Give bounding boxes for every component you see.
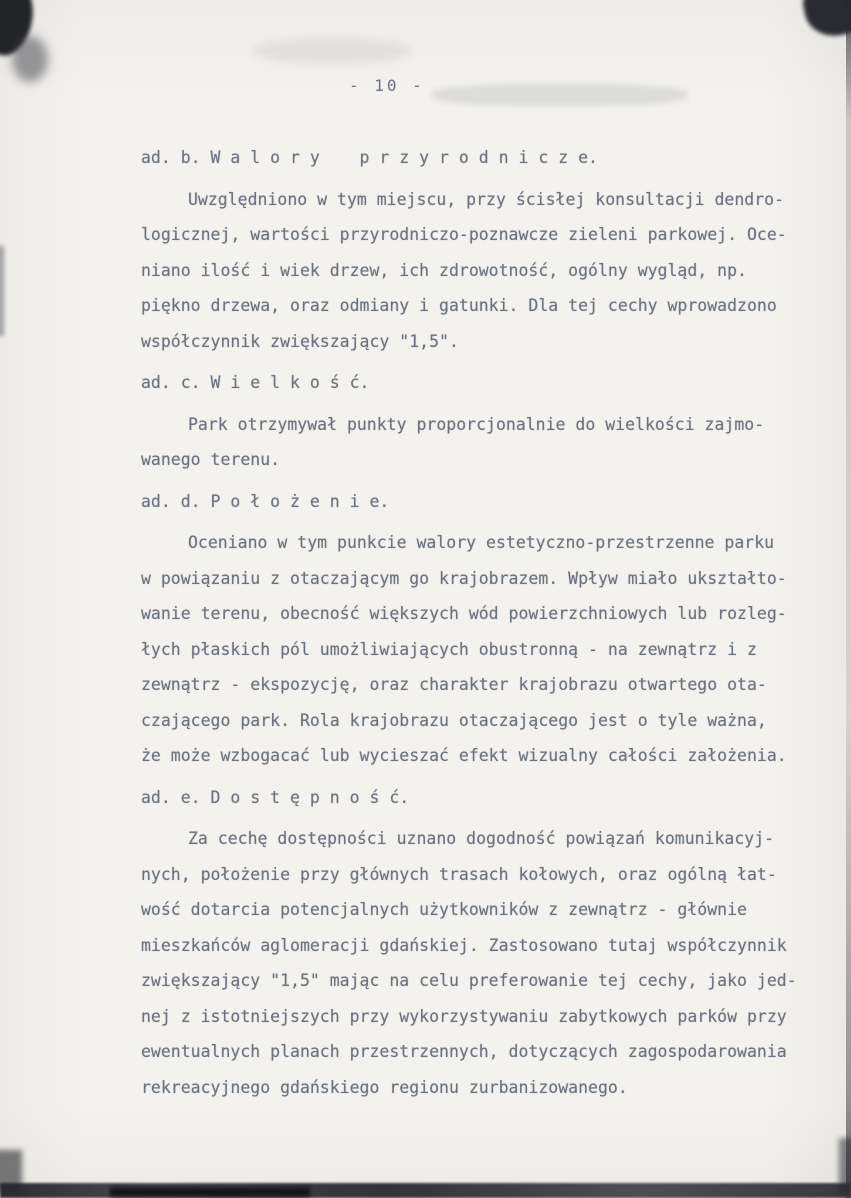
text-line: Park otrzymywał punkty proporcjonalnie do wielkości zajmo- <box>188 414 765 434</box>
text-line: logicznej, wartości przyrodniczo-poznawcze zieleni parkowej. Oce- <box>141 225 787 244</box>
scan-artifact-bottom-band-dark-patch <box>110 1187 310 1197</box>
scan-artifact-bottom-right <box>839 1138 851 1194</box>
text-line: współczynnik zwiększający "1,5". <box>141 331 459 351</box>
text-line: w powiązaniu z otaczającym go krajobrazem. Wpływ miało ukształto- <box>141 568 787 588</box>
text-line: ewentualnych planach przestrzennych, dotyczących zagospodarowania <box>141 1042 787 1061</box>
section-dostepnosc <box>141 774 823 1106</box>
text-line: rekreacyjnego gdańskiego regionu zurbanizowanego. <box>141 1077 628 1097</box>
document-body <box>141 134 823 1105</box>
text-line: zewnątrz - ekspozycję, oraz charakter krajobrazu otwartego ota- <box>141 675 767 694</box>
section-heading: ad. d. P o ł o ż e n i e. <box>141 491 390 511</box>
page-number: - 10 - <box>349 76 425 95</box>
scan-artifact-bottom-band <box>0 1183 851 1198</box>
text-line: nych, położenie przy głównych trasach kołowych, oraz ogólną łat- <box>141 864 777 884</box>
scan-artifact-top-left <box>0 0 40 60</box>
text-line: Za cechę dostępności uznano dogodność powiązań komunikacyj- <box>188 829 775 848</box>
text-line: wość dotarcia potencjalnych użytkowników z zewnątrz - głównie <box>141 900 747 919</box>
scan-artifact-top-left-smudge <box>12 36 48 82</box>
section-heading: ad. e. D o s t ę p n o ś ć. <box>141 787 410 807</box>
scan-smudge-beside-page-number <box>432 84 687 106</box>
text-line: Oceniano w tym punkcie walory estetyczno-przestrzenne parku <box>188 533 775 552</box>
text-line: piękno drzewa, oraz odmiany i gatunki. Dla tej cechy wprowadzono <box>141 296 777 315</box>
scan-smudge-top-center <box>252 38 412 64</box>
text-line: łych płaskich pól umożliwiających obustronną - na zewnątrz i z <box>141 639 757 659</box>
text-line: niano ilość i wiek drzew, ich zdrowotność, ogólny wygląd, np. <box>141 260 747 280</box>
text-line: że może wzbogacać lub wycieszać efekt wizualny całości założenia. <box>141 746 787 765</box>
text-line: czającego park. Rola krajobrazu otaczającego jest o tyle ważna, <box>141 710 767 730</box>
text-line: mieszkańców aglomeracji gdańskiej. Zastosowano tutaj współczynnik <box>141 935 787 955</box>
text-line: wanie terenu, obecność większych wód powierzchniowych lub rozleg- <box>141 604 787 623</box>
section-heading: ad. c. W i e l k o ś ć. <box>141 373 370 392</box>
scan-artifact-top-right <box>800 0 851 41</box>
scan-artifact-right-edge <box>846 0 851 1198</box>
text-line: zwiększający "1,5" mając na celu preferowanie tej cechy, jako jed- <box>141 971 797 990</box>
text-line: wanego terenu. <box>141 450 281 469</box>
scan-artifact-left-edge <box>0 246 4 336</box>
text-line: Uwzględniono w tym miejscu, przy ścisłej konsultacji dendro- <box>188 189 785 209</box>
section-heading: ad. b. W a l o r y p r z y r o d n i c z e. <box>141 148 598 167</box>
scan-artifact-bottom-left <box>0 1150 22 1192</box>
section-wielkosc <box>141 359 823 478</box>
section-walory-przyrodnicze <box>141 134 823 359</box>
section-polozenie <box>141 478 823 774</box>
text-line: nej z istotniejszych przy wykorzystywaniu zabytkowych parków przy <box>141 1006 787 1026</box>
